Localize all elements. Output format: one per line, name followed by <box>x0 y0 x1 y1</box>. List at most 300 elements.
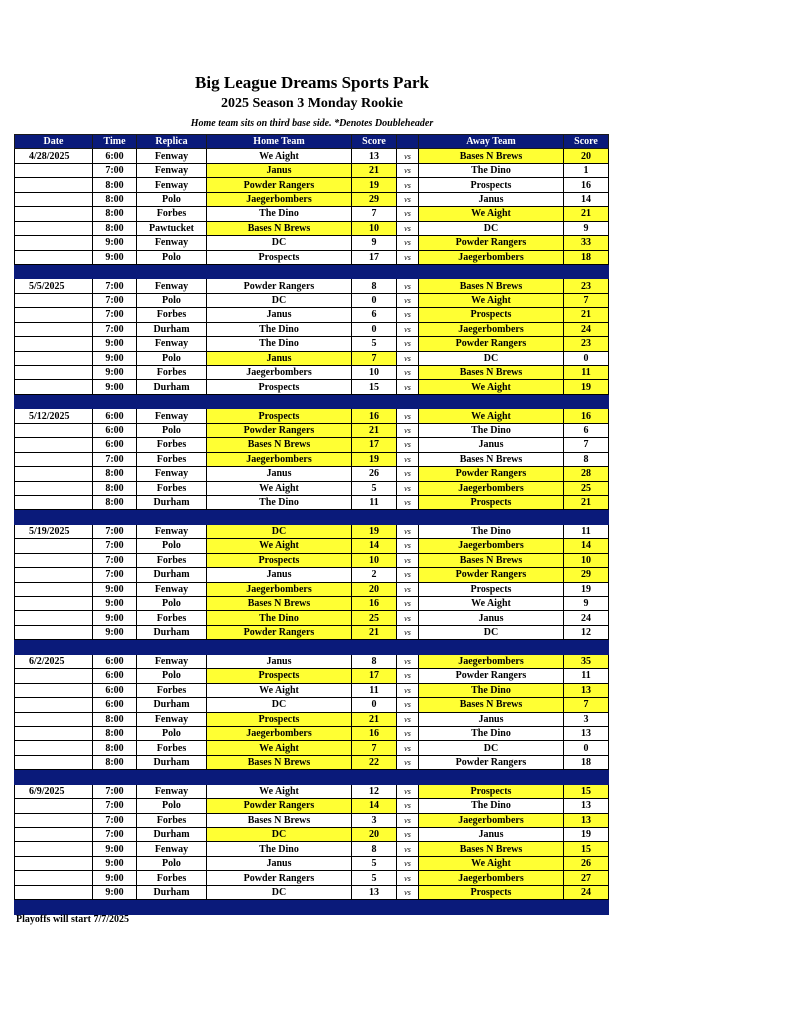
home-team: Prospects <box>207 712 352 726</box>
away-score: 13 <box>564 813 609 827</box>
table-row <box>15 625 609 639</box>
separator-cell <box>207 394 352 408</box>
table-row <box>15 741 609 755</box>
separator-cell <box>137 770 207 784</box>
separator-cell <box>419 900 564 914</box>
separator-cell <box>15 394 93 408</box>
table-row <box>15 207 609 221</box>
table-row <box>15 885 609 899</box>
vs-label: vs <box>397 597 419 611</box>
game-time: 7:00 <box>93 163 137 177</box>
away-score: 19 <box>564 380 609 394</box>
week-separator <box>15 640 609 654</box>
date-cell <box>15 452 93 466</box>
home-score: 3 <box>352 813 397 827</box>
table-row <box>15 351 609 365</box>
date-cell <box>15 683 93 697</box>
away-team: Powder Rangers <box>419 568 564 582</box>
separator-cell <box>397 770 419 784</box>
replica-field: Durham <box>137 380 207 394</box>
week-separator <box>15 900 609 914</box>
away-score: 11 <box>564 524 609 538</box>
game-time: 8:00 <box>93 221 137 235</box>
game-date: 6/9/2025 <box>15 784 93 798</box>
home-score: 0 <box>352 322 397 336</box>
home-team: Bases N Brews <box>207 221 352 235</box>
game-time: 9:00 <box>93 871 137 885</box>
game-time: 7:00 <box>93 539 137 553</box>
replica-field: Durham <box>137 828 207 842</box>
date-cell <box>15 495 93 509</box>
vs-label: vs <box>397 178 419 192</box>
date-cell <box>15 293 93 307</box>
game-time: 8:00 <box>93 481 137 495</box>
page-title: Big League Dreams Sports Park <box>195 73 429 92</box>
separator-cell <box>15 264 93 278</box>
date-cell <box>15 163 93 177</box>
home-team: Janus <box>207 856 352 870</box>
date-cell <box>15 856 93 870</box>
replica-field: Fenway <box>137 784 207 798</box>
separator-cell <box>352 394 397 408</box>
home-team: Prospects <box>207 669 352 683</box>
vs-label: vs <box>397 669 419 683</box>
game-time: 9:00 <box>93 380 137 394</box>
table-row <box>15 495 609 509</box>
game-time: 8:00 <box>93 495 137 509</box>
replica-field: Fenway <box>137 337 207 351</box>
game-date: 5/12/2025 <box>15 409 93 423</box>
away-score: 28 <box>564 467 609 481</box>
separator-cell <box>419 264 564 278</box>
home-team: We Aight <box>207 149 352 163</box>
table-row <box>15 539 609 553</box>
separator-cell <box>207 640 352 654</box>
vs-label: vs <box>397 337 419 351</box>
away-team: We Aight <box>419 597 564 611</box>
home-team: Bases N Brews <box>207 755 352 769</box>
vs-label: vs <box>397 495 419 509</box>
separator-cell <box>352 900 397 914</box>
table-row <box>15 799 609 813</box>
away-score: 26 <box>564 856 609 870</box>
vs-label: vs <box>397 582 419 596</box>
separator-cell <box>352 264 397 278</box>
vs-label: vs <box>397 784 419 798</box>
away-team: Powder Rangers <box>419 337 564 351</box>
date-cell <box>15 553 93 567</box>
replica-field: Forbes <box>137 553 207 567</box>
game-time: 7:00 <box>93 828 137 842</box>
separator-cell <box>93 770 137 784</box>
table-row <box>15 366 609 380</box>
table-row <box>15 524 609 538</box>
table-row <box>15 250 609 264</box>
home-score: 25 <box>352 611 397 625</box>
game-time: 6:00 <box>93 423 137 437</box>
away-team: Bases N Brews <box>419 842 564 856</box>
vs-label: vs <box>397 524 419 538</box>
date-cell <box>15 250 93 264</box>
away-team: Powder Rangers <box>419 236 564 250</box>
table-row <box>15 467 609 481</box>
date-cell <box>15 828 93 842</box>
away-score: 19 <box>564 582 609 596</box>
away-score: 16 <box>564 178 609 192</box>
replica-field: Pawtucket <box>137 221 207 235</box>
home-score: 11 <box>352 683 397 697</box>
home-team: We Aight <box>207 784 352 798</box>
table-row <box>15 236 609 250</box>
date-cell <box>15 539 93 553</box>
date-cell <box>15 207 93 221</box>
separator-cell <box>93 264 137 278</box>
replica-field: Forbes <box>137 366 207 380</box>
game-time: 7:00 <box>93 813 137 827</box>
home-team: Jaegerbombers <box>207 366 352 380</box>
table-row <box>15 698 609 712</box>
game-time: 6:00 <box>93 669 137 683</box>
vs-label: vs <box>397 611 419 625</box>
vs-label: vs <box>397 698 419 712</box>
away-team: Bases N Brews <box>419 698 564 712</box>
away-score: 12 <box>564 625 609 639</box>
game-time: 7:00 <box>93 553 137 567</box>
separator-cell <box>15 770 93 784</box>
away-score: 15 <box>564 784 609 798</box>
week-separator <box>15 510 609 524</box>
date-cell <box>15 741 93 755</box>
home-score: 19 <box>352 178 397 192</box>
game-time: 9:00 <box>93 366 137 380</box>
vs-label: vs <box>397 726 419 740</box>
col-header-vs <box>397 135 419 149</box>
date-cell <box>15 438 93 452</box>
vs-label: vs <box>397 207 419 221</box>
away-team: Powder Rangers <box>419 755 564 769</box>
home-team: Prospects <box>207 409 352 423</box>
date-cell <box>15 813 93 827</box>
date-cell <box>15 799 93 813</box>
replica-field: Forbes <box>137 871 207 885</box>
home-score: 5 <box>352 856 397 870</box>
table-row <box>15 842 609 856</box>
date-cell <box>15 712 93 726</box>
separator-cell <box>93 900 137 914</box>
away-team: Prospects <box>419 885 564 899</box>
home-team: DC <box>207 885 352 899</box>
home-team: We Aight <box>207 539 352 553</box>
replica-field: Forbes <box>137 308 207 322</box>
week-separator <box>15 264 609 278</box>
game-time: 9:00 <box>93 856 137 870</box>
away-team: Janus <box>419 192 564 206</box>
home-team: Jaegerbombers <box>207 726 352 740</box>
home-team: Powder Rangers <box>207 799 352 813</box>
away-team: The Dino <box>419 423 564 437</box>
home-score: 21 <box>352 163 397 177</box>
away-score: 15 <box>564 842 609 856</box>
home-score: 21 <box>352 625 397 639</box>
replica-field: Polo <box>137 726 207 740</box>
home-score: 14 <box>352 539 397 553</box>
separator-cell <box>137 510 207 524</box>
home-score: 8 <box>352 654 397 668</box>
home-team: DC <box>207 524 352 538</box>
table-row <box>15 553 609 567</box>
vs-label: vs <box>397 221 419 235</box>
home-team: Jaegerbombers <box>207 192 352 206</box>
home-team: The Dino <box>207 611 352 625</box>
table-row <box>15 423 609 437</box>
home-score: 9 <box>352 236 397 250</box>
home-team: Jaegerbombers <box>207 452 352 466</box>
away-team: Janus <box>419 712 564 726</box>
replica-field: Fenway <box>137 524 207 538</box>
vs-label: vs <box>397 366 419 380</box>
replica-field: Fenway <box>137 409 207 423</box>
away-team: Prospects <box>419 178 564 192</box>
away-team: DC <box>419 741 564 755</box>
away-score: 11 <box>564 366 609 380</box>
date-cell <box>15 481 93 495</box>
away-team: The Dino <box>419 524 564 538</box>
away-team: We Aight <box>419 409 564 423</box>
replica-field: Forbes <box>137 207 207 221</box>
home-score: 0 <box>352 293 397 307</box>
replica-field: Fenway <box>137 236 207 250</box>
away-score: 14 <box>564 192 609 206</box>
table-row <box>15 322 609 336</box>
home-score: 7 <box>352 741 397 755</box>
replica-field: Forbes <box>137 452 207 466</box>
separator-cell <box>207 770 352 784</box>
table-row <box>15 438 609 452</box>
home-score: 21 <box>352 423 397 437</box>
separator-cell <box>564 640 609 654</box>
vs-label: vs <box>397 813 419 827</box>
table-row <box>15 597 609 611</box>
vs-label: vs <box>397 856 419 870</box>
away-score: 1 <box>564 163 609 177</box>
game-time: 9:00 <box>93 597 137 611</box>
table-row <box>15 380 609 394</box>
game-date: 4/28/2025 <box>15 149 93 163</box>
vs-label: vs <box>397 236 419 250</box>
replica-field: Fenway <box>137 712 207 726</box>
separator-cell <box>352 640 397 654</box>
table-row <box>15 582 609 596</box>
separator-cell <box>564 394 609 408</box>
home-team: The Dino <box>207 842 352 856</box>
home-team: Prospects <box>207 553 352 567</box>
game-time: 8:00 <box>93 755 137 769</box>
away-team: Prospects <box>419 495 564 509</box>
table-row <box>15 308 609 322</box>
vs-label: vs <box>397 438 419 452</box>
separator-cell <box>93 510 137 524</box>
home-team: Powder Rangers <box>207 423 352 437</box>
vs-label: vs <box>397 625 419 639</box>
away-score: 3 <box>564 712 609 726</box>
game-date: 5/5/2025 <box>15 279 93 293</box>
replica-field: Forbes <box>137 683 207 697</box>
table-row <box>15 178 609 192</box>
away-score: 20 <box>564 149 609 163</box>
date-cell <box>15 351 93 365</box>
table-header-row <box>15 135 609 149</box>
away-team: Prospects <box>419 784 564 798</box>
away-team: We Aight <box>419 207 564 221</box>
replica-field: Polo <box>137 669 207 683</box>
home-score: 22 <box>352 755 397 769</box>
away-team: Jaegerbombers <box>419 539 564 553</box>
replica-field: Polo <box>137 799 207 813</box>
vs-label: vs <box>397 842 419 856</box>
separator-cell <box>137 900 207 914</box>
home-team: The Dino <box>207 495 352 509</box>
away-score: 0 <box>564 741 609 755</box>
vs-label: vs <box>397 192 419 206</box>
replica-field: Polo <box>137 192 207 206</box>
home-team: DC <box>207 236 352 250</box>
vs-label: vs <box>397 654 419 668</box>
game-time: 8:00 <box>93 207 137 221</box>
game-time: 7:00 <box>93 784 137 798</box>
date-cell <box>15 611 93 625</box>
col-header-away-team: Away Team <box>419 135 564 149</box>
home-score: 8 <box>352 279 397 293</box>
away-score: 13 <box>564 726 609 740</box>
away-score: 21 <box>564 495 609 509</box>
away-score: 7 <box>564 293 609 307</box>
game-time: 9:00 <box>93 842 137 856</box>
home-score: 7 <box>352 351 397 365</box>
separator-cell <box>564 510 609 524</box>
game-time: 9:00 <box>93 582 137 596</box>
date-cell <box>15 366 93 380</box>
table-row <box>15 163 609 177</box>
game-time: 7:00 <box>93 568 137 582</box>
separator-cell <box>93 640 137 654</box>
separator-cell <box>419 394 564 408</box>
game-time: 9:00 <box>93 625 137 639</box>
home-team: The Dino <box>207 207 352 221</box>
home-score: 19 <box>352 452 397 466</box>
table-row <box>15 669 609 683</box>
home-team: Janus <box>207 351 352 365</box>
home-team: Janus <box>207 568 352 582</box>
date-cell <box>15 308 93 322</box>
game-date: 6/2/2025 <box>15 654 93 668</box>
home-team: Powder Rangers <box>207 871 352 885</box>
home-score: 29 <box>352 192 397 206</box>
date-cell <box>15 192 93 206</box>
separator-cell <box>564 770 609 784</box>
table-row <box>15 409 609 423</box>
table-row <box>15 293 609 307</box>
replica-field: Forbes <box>137 438 207 452</box>
replica-field: Fenway <box>137 842 207 856</box>
away-team: DC <box>419 351 564 365</box>
game-time: 7:00 <box>93 322 137 336</box>
away-team: Powder Rangers <box>419 467 564 481</box>
date-cell <box>15 467 93 481</box>
table-row <box>15 828 609 842</box>
home-score: 10 <box>352 366 397 380</box>
home-team: Janus <box>207 467 352 481</box>
replica-field: Fenway <box>137 582 207 596</box>
vs-label: vs <box>397 885 419 899</box>
replica-field: Polo <box>137 856 207 870</box>
separator-cell <box>93 394 137 408</box>
table-row <box>15 337 609 351</box>
home-score: 8 <box>352 842 397 856</box>
home-team: Powder Rangers <box>207 178 352 192</box>
away-score: 24 <box>564 611 609 625</box>
week-separator <box>15 770 609 784</box>
away-score: 19 <box>564 828 609 842</box>
replica-field: Durham <box>137 625 207 639</box>
separator-cell <box>207 900 352 914</box>
vs-label: vs <box>397 423 419 437</box>
home-score: 5 <box>352 337 397 351</box>
away-score: 9 <box>564 597 609 611</box>
home-score: 7 <box>352 207 397 221</box>
date-cell <box>15 423 93 437</box>
game-time: 6:00 <box>93 438 137 452</box>
home-team: DC <box>207 828 352 842</box>
away-score: 13 <box>564 799 609 813</box>
vs-label: vs <box>397 539 419 553</box>
game-date: 5/19/2025 <box>15 524 93 538</box>
away-team: The Dino <box>419 163 564 177</box>
separator-cell <box>137 394 207 408</box>
replica-field: Polo <box>137 250 207 264</box>
table-row <box>15 712 609 726</box>
separator-cell <box>352 510 397 524</box>
away-score: 29 <box>564 568 609 582</box>
home-score: 16 <box>352 726 397 740</box>
replica-field: Durham <box>137 495 207 509</box>
away-team: We Aight <box>419 856 564 870</box>
replica-field: Durham <box>137 568 207 582</box>
home-score: 20 <box>352 828 397 842</box>
replica-field: Forbes <box>137 813 207 827</box>
away-team: Prospects <box>419 308 564 322</box>
away-team: We Aight <box>419 380 564 394</box>
away-score: 24 <box>564 322 609 336</box>
table-row <box>15 683 609 697</box>
col-header-time: Time <box>93 135 137 149</box>
game-time: 9:00 <box>93 611 137 625</box>
replica-field: Polo <box>137 423 207 437</box>
schedule-note: Home team sits on third base side. *Denotes Doubleheader <box>190 118 434 129</box>
home-score: 13 <box>352 885 397 899</box>
replica-field: Fenway <box>137 654 207 668</box>
home-score: 11 <box>352 495 397 509</box>
replica-field: Fenway <box>137 163 207 177</box>
vs-label: vs <box>397 322 419 336</box>
game-time: 8:00 <box>93 726 137 740</box>
game-time: 7:00 <box>93 293 137 307</box>
page-subtitle: 2025 Season 3 Monday Rookie <box>220 96 404 111</box>
away-team: Jaegerbombers <box>419 654 564 668</box>
vs-label: vs <box>397 308 419 322</box>
table-row <box>15 481 609 495</box>
away-team: Janus <box>419 438 564 452</box>
date-cell <box>15 726 93 740</box>
